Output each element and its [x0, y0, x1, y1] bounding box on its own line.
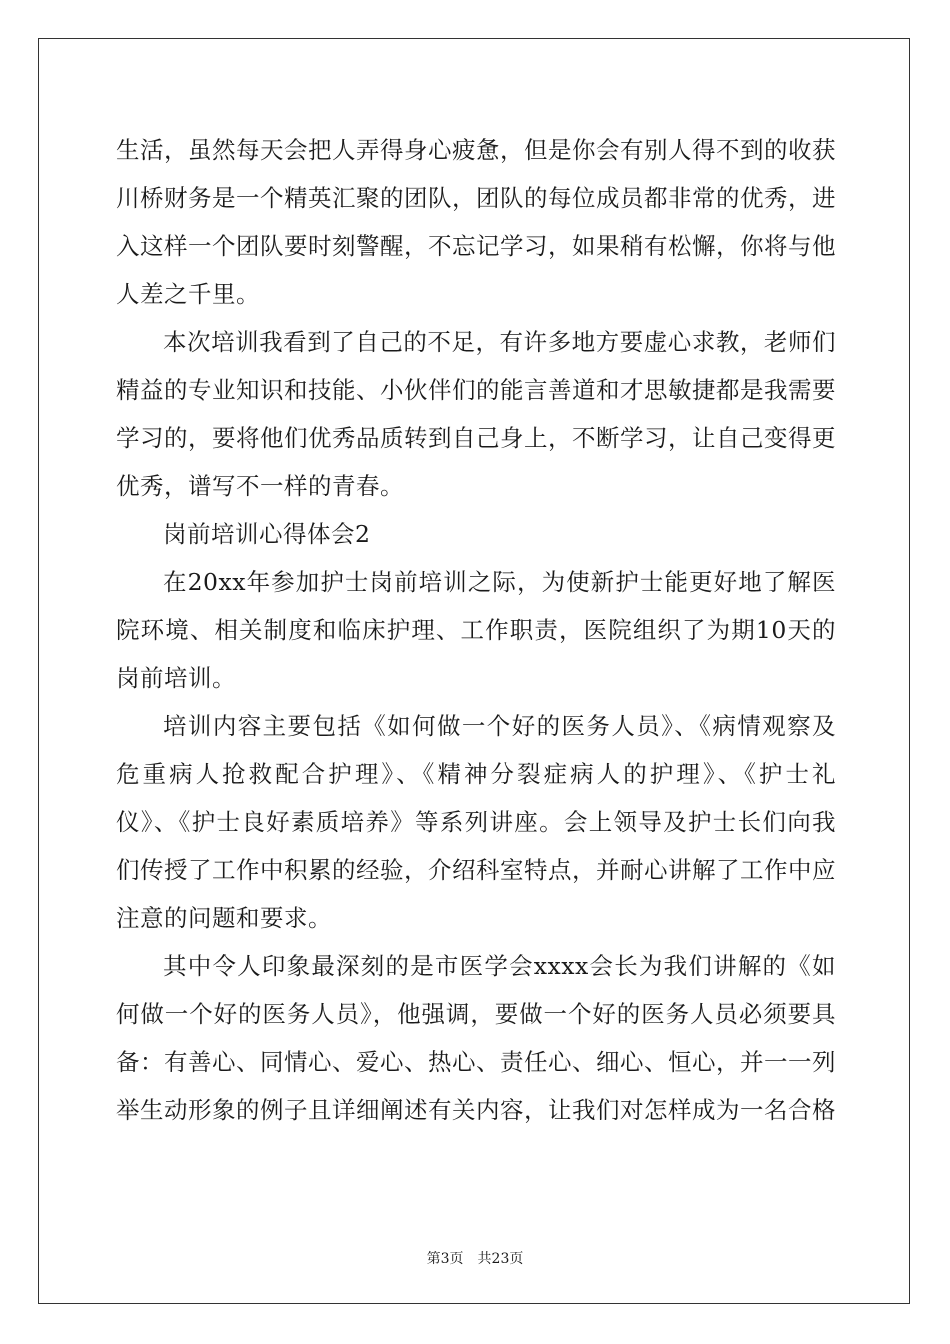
text-line: 入这样一个团队要时刻警醒，不忘记学习，如果稍有松懈，你将与他 [116, 232, 836, 260]
text-line: 注意的问题和要求。 [116, 904, 332, 932]
page-number: 第3页 [426, 1251, 464, 1267]
text-line: 生活，虽然每天会把人弄得身心疲惫，但是你会有别人得不到的收获 [116, 136, 836, 164]
text-line: 学习的，要将他们优秀品质转到自己身上，不断学习，让自己变得更 [116, 424, 836, 452]
text-line: 岗前培训。 [116, 664, 236, 692]
text-line: 在20xx年参加护士岗前培训之际，为使新护士能更好地了解医 [163, 568, 836, 596]
text-line: 优秀，谱写不一样的青春。 [116, 472, 404, 500]
section-heading: 岗前培训心得体会2 [163, 520, 371, 548]
page-footer [0, 1248, 950, 1268]
text-line: 仪》、《护士良好素质培养》等系列讲座。会上领导及护士长们向我 [116, 808, 836, 836]
text-line: 川桥财务是一个精英汇聚的团队，团队的每位成员都非常的优秀，进 [116, 184, 836, 212]
text-line: 何做一个好的医务人员》，他强调，要做一个好的医务人员必须要具 [116, 1000, 836, 1028]
text-line: 本次培训我看到了自己的不足，有许多地方要虚心求教，老师们 [163, 328, 836, 356]
text-line: 培训内容主要包括《如何做一个好的医务人员》、《病情观察及 [163, 712, 836, 740]
text-line: 备：有善心、同情心、爱心、热心、责任心、细心、恒心，并一一列 [116, 1048, 836, 1076]
text-line: 人差之千里。 [116, 280, 260, 308]
text-line: 们传授了工作中积累的经验，介绍科室特点，并耐心讲解了工作中应 [116, 856, 836, 884]
text-line: 危重病人抢救配合护理》、《精神分裂症病人的护理》、《护士礼 [116, 760, 836, 788]
text-line: 精益的专业知识和技能、小伙伴们的能言善道和才思敏捷都是我需要 [116, 376, 836, 404]
text-line: 举生动形象的例子且详细阐述有关内容，让我们对怎样成为一名合格 [116, 1096, 836, 1124]
text-line: 院环境、相关制度和临床护理、工作职责，医院组织了为期10天的 [116, 616, 836, 644]
document-body [116, 126, 836, 1134]
page-total: 共23页 [477, 1251, 524, 1267]
text-line: 其中令人印象最深刻的是市医学会xxxx会长为我们讲解的《如 [163, 952, 836, 980]
